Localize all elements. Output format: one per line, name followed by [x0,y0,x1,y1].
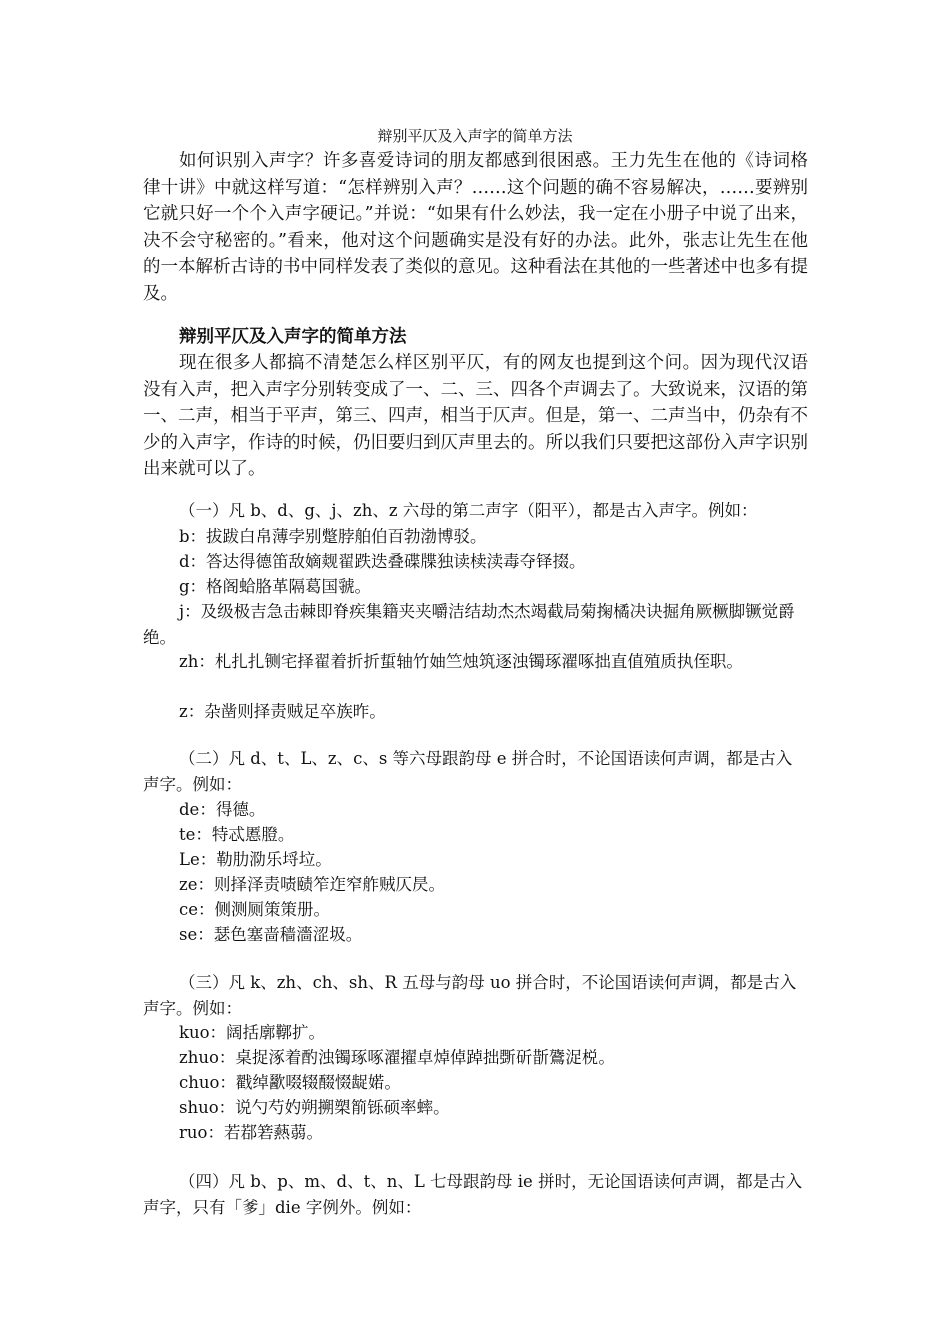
example-shuo: shuo：说勺芍妁朔搠槊箾铄硕率蟀。 [179,1098,450,1117]
example-z: z：杂凿则择责贼足卒族昨。 [179,702,386,721]
example-te: te：特忒慝膯。 [179,825,295,844]
example-ruo: ruo：若鄀箬爇蒻。 [179,1123,323,1142]
body-paragraph: 现在很多人都搞不清楚怎么样区别平仄，有的网友也提到这个问。因为现代汉语没有入声，把入声字分别转变成了一、二、三、四各个声调去了。大致说来，汉语的第一、二声，相当于平声，第三、四声，相当于仄声。但是，第一、二声当中，仍杂有不少的入声字，作诗的时候，仍旧要归到仄声里去的。所以我们只要把这部份入声字识别出来就可以了。 [143,353,808,479]
example-ce: ce：侧测厕策策册。 [179,900,331,919]
example-de: de：得德。 [179,800,266,819]
rule-2: （二）凡 d、t、L、z、c、s 等六母跟韵母 e 拼合时，不论国语读何声调，都是古入声字。例如： [143,749,793,794]
rule-3: （三）凡 k、zh、ch、sh、R 五母与韵母 uo 拼合时，不论国语读何声调，都是古入声字。例如： [143,973,797,1018]
example-ze: ze：则择泽责啧赜笮迮窄舴贼仄昃。 [179,875,445,894]
section-heading: 辩别平仄及入声字的简单方法 [179,327,407,347]
example-zh: zh：札扎扎铡宅择翟着折折蜇轴竹妯竺烛筑逐浊镯琢濯啄拙直值殖质执侄职。 [179,652,743,671]
document-title: 辩别平仄及入声字的简单方法 [377,127,573,145]
example-kuo: kuo：阔括廓鞹扩。 [179,1023,326,1042]
intro-paragraph: 如何识别入声字？许多喜爱诗词的朋友都感到很困惑。王力先生在他的《诗词格律十讲》中就这样写道：“怎样辨别入声？……这个问题的确不容易解决，……要辨别它就只好一个个入声字硬记。”并说：“如果有什么妙法，我一定在小册子中说了出来，决不会守秘密的。”看来，他对这个问题确实是没有好的办法。此外，张志让先生在他的一本解析古诗的书中同样发表了类似的意见。这种看法在其他的一些著述中也多有提及。 [143,151,808,304]
example-le: Le：勒肋泐乐埒垃。 [179,850,332,869]
example-se: se：瑟色塞啬穑濇涩圾。 [179,925,363,944]
example-chuo: chuo：戳绰歠啜辍醊惙龊婼。 [179,1073,401,1092]
rule-1: （一）凡 b、d、g、j、zh、z 六母的第二声字（阳平），都是古入声字。例如： [179,501,758,520]
example-b: b：拔跋白帛薄孛别蹩脖舶伯百勃渤博驳。 [179,527,487,546]
example-j: j：及级极吉急击棘即脊疾集籍夹夹嚼洁结劫杰杰竭截局菊掬橘决诀掘角厥橛脚镢觉爵绝。 [143,602,795,647]
example-d: d：答达得德笛敌嫡觌翟跌迭叠碟牒独读椟渎毒夺铎掇。 [179,552,586,571]
example-zhuo: zhuo：桌捉涿着酌浊镯琢啄濯擢卓焯倬踔拙斲斫斮鷟浞棁。 [179,1048,615,1067]
rule-4: （四）凡 b、p、m、d、t、n、L 七母跟韵母 ie 拼时，无论国语读何声调，都是古入声字，只有「爹」die 字例外。例如： [143,1172,803,1217]
example-g: g：格阁蛤胳革隔葛国虢。 [179,577,372,596]
